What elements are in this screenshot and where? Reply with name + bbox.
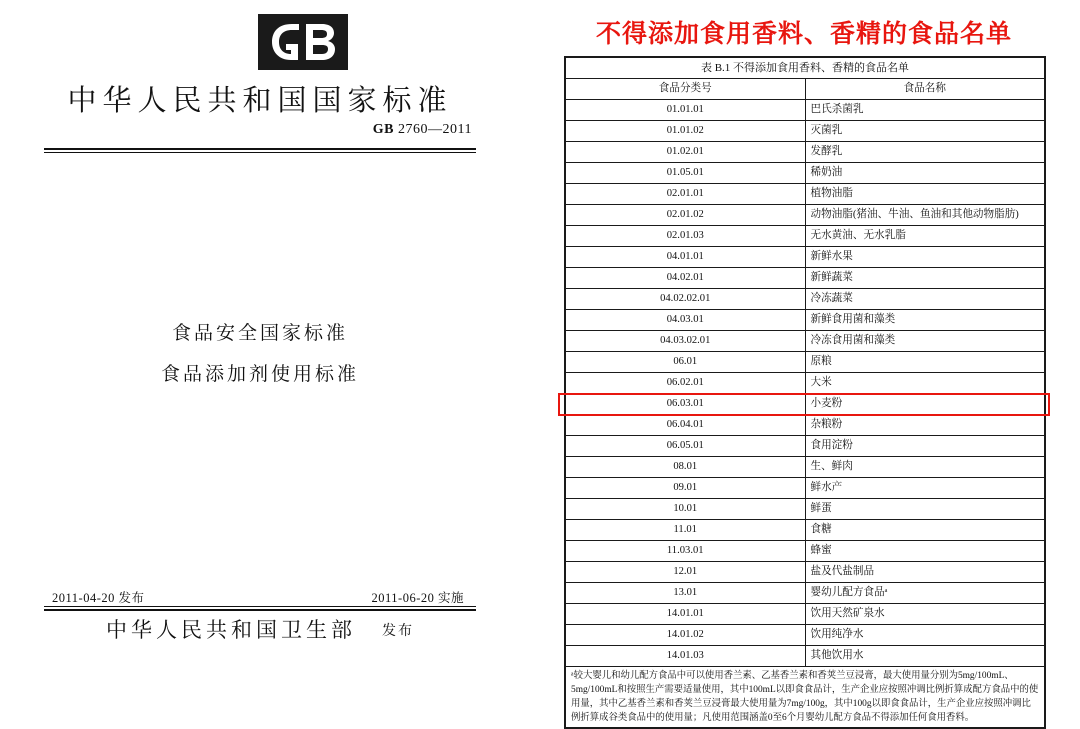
cell-food-name: 其他饮用水 <box>805 646 1045 667</box>
publisher-suffix: 发布 <box>382 624 414 639</box>
cell-food-code: 08.01 <box>566 457 806 478</box>
cell-food-name: 饮用纯净水 <box>805 625 1045 646</box>
cell-food-name: 杂粮粉 <box>805 415 1045 436</box>
cell-food-code: 01.01.01 <box>566 100 806 121</box>
cover-divider-top-thin <box>44 152 476 153</box>
table-caption-row <box>566 58 1045 79</box>
cell-food-code: 06.03.01 <box>566 394 806 415</box>
cell-food-name: 灭菌乳 <box>805 121 1045 142</box>
cell-food-code: 11.03.01 <box>566 541 806 562</box>
cell-food-code: 14.01.02 <box>566 625 806 646</box>
cell-food-code: 02.01.03 <box>566 226 806 247</box>
table-row <box>566 415 1045 436</box>
food-table <box>565 57 1045 728</box>
table-row <box>566 373 1045 394</box>
standard-cover <box>0 0 520 670</box>
cell-food-code: 01.02.01 <box>566 142 806 163</box>
cell-food-code: 06.04.01 <box>566 415 806 436</box>
cell-food-name: 无水黄油、无水乳脂 <box>805 226 1045 247</box>
cell-food-name: 发酵乳 <box>805 142 1045 163</box>
cell-food-name: 鲜蛋 <box>805 499 1045 520</box>
cover-divider-bottom <box>44 609 476 611</box>
publisher-line <box>0 614 520 644</box>
table-row <box>566 499 1045 520</box>
cell-food-name: 动物油脂(猪油、牛油、鱼油和其他动物脂肪) <box>805 205 1045 226</box>
table-row <box>566 352 1045 373</box>
standard-number <box>373 122 472 138</box>
cell-food-name: 冷冻食用菌和藻类 <box>805 331 1045 352</box>
table-row <box>566 520 1045 541</box>
table-row <box>566 457 1045 478</box>
cover-divider-top <box>44 148 476 150</box>
food-table-container <box>564 56 1046 729</box>
cover-subtitle-1: 食品安全国家标准 <box>171 323 348 344</box>
cell-food-code: 01.01.02 <box>566 121 806 142</box>
table-row <box>566 121 1045 142</box>
cell-food-code: 04.02.02.01 <box>566 289 806 310</box>
table-row <box>566 604 1045 625</box>
cell-food-code: 04.03.01 <box>566 310 806 331</box>
table-row <box>566 184 1045 205</box>
table-panel <box>528 0 1080 723</box>
table-row <box>566 310 1045 331</box>
table-footnote: ᵃ较大婴儿和幼儿配方食品中可以使用香兰素、乙基香兰素和香荚兰豆浸膏，最大使用量分别为5mg/100mL、5mg/100mL和按照生产需要适量使用，其中100mL以即食食品计，生产企业应按照冲调比例折算成配方食品中的使用量，其中乙基香兰素和香荚兰豆浸膏最大使用量为7mg/100g，其中100g以即食食品计，生产企业应按照冲调比例折算成谷类食品中的使用量；凡使用范围涵盖0至6个月婴幼儿配方食品不得添加任何食用香料。 <box>566 667 1045 728</box>
cell-food-name: 饮用天然矿泉水 <box>805 604 1045 625</box>
cover-title: 中华人民共和国国家标准 <box>67 85 453 117</box>
cell-food-name: 冷冻蔬菜 <box>805 289 1045 310</box>
table-row <box>566 478 1045 499</box>
table-row <box>566 268 1045 289</box>
cell-food-name: 盐及代盐制品 <box>805 562 1045 583</box>
publisher-name: 中华人民共和国卫生部 <box>106 618 356 642</box>
cell-food-code: 04.02.01 <box>566 268 806 289</box>
cell-food-name: 蜂蜜 <box>805 541 1045 562</box>
table-caption: 表 B.1 不得添加食用香料、香精的食品名单 <box>566 58 1045 79</box>
cell-food-code: 09.01 <box>566 478 806 499</box>
table-row <box>566 163 1045 184</box>
standard-number-value: 2760—2011 <box>398 122 472 137</box>
table-row <box>566 100 1045 121</box>
cover-subtitle-2: 食品添加剂使用标准 <box>160 364 359 385</box>
cell-food-name: 原粮 <box>805 352 1045 373</box>
cell-food-code: 06.01 <box>566 352 806 373</box>
cell-food-name: 食糖 <box>805 520 1045 541</box>
table-row <box>566 583 1045 604</box>
table-row <box>566 142 1045 163</box>
cell-food-name: 新鲜食用菌和藻类 <box>805 310 1045 331</box>
cell-food-code: 04.01.01 <box>566 247 806 268</box>
cell-food-code: 02.01.01 <box>566 184 806 205</box>
cell-food-code: 02.01.02 <box>566 205 806 226</box>
table-row <box>566 331 1045 352</box>
cell-food-code: 06.05.01 <box>566 436 806 457</box>
cell-food-name: 小麦粉 <box>805 394 1045 415</box>
cell-food-code: 06.02.01 <box>566 373 806 394</box>
cell-food-name: 巴氏杀菌乳 <box>805 100 1045 121</box>
table-row <box>566 205 1045 226</box>
column-header: 食品分类号 <box>566 79 806 100</box>
cell-food-name: 植物油脂 <box>805 184 1045 205</box>
issue-date: 2011-04-20 发布 <box>52 591 145 605</box>
cell-food-name: 食用淀粉 <box>805 436 1045 457</box>
table-row <box>566 625 1045 646</box>
table-header-row <box>566 79 1045 100</box>
standard-number-prefix: GB <box>372 122 395 137</box>
table-row <box>566 247 1045 268</box>
cell-food-code: 10.01 <box>566 499 806 520</box>
table-row <box>566 562 1045 583</box>
gb-logo-icon <box>258 14 348 70</box>
cell-food-name: 新鲜蔬菜 <box>805 268 1045 289</box>
cell-food-name: 新鲜水果 <box>805 247 1045 268</box>
table-row <box>566 646 1045 667</box>
cover-divider-bottom-thin <box>44 606 476 607</box>
panel-heading: 不得添加食用香料、香精的食品名单 <box>595 20 1012 48</box>
cell-food-name: 婴幼儿配方食品ᵃ <box>805 583 1045 604</box>
cell-food-code: 14.01.03 <box>566 646 806 667</box>
cell-food-code: 14.01.01 <box>566 604 806 625</box>
table-row <box>566 541 1045 562</box>
cell-food-name: 鲜水产 <box>805 478 1045 499</box>
cell-food-code: 13.01 <box>566 583 806 604</box>
food-table-body <box>566 58 1045 728</box>
cell-food-name: 大米 <box>805 373 1045 394</box>
column-header: 食品名称 <box>805 79 1045 100</box>
cell-food-name: 稀奶油 <box>805 163 1045 184</box>
table-row <box>566 394 1045 415</box>
table-row <box>566 289 1045 310</box>
table-footnote-row <box>566 667 1045 728</box>
cell-food-code: 11.01 <box>566 520 806 541</box>
cell-food-code: 04.03.02.01 <box>566 331 806 352</box>
cell-food-name: 生、鲜肉 <box>805 457 1045 478</box>
cell-food-code: 01.05.01 <box>566 163 806 184</box>
cell-food-code: 12.01 <box>566 562 806 583</box>
implement-date: 2011-06-20 实施 <box>371 591 464 605</box>
table-row <box>566 436 1045 457</box>
table-row <box>566 226 1045 247</box>
